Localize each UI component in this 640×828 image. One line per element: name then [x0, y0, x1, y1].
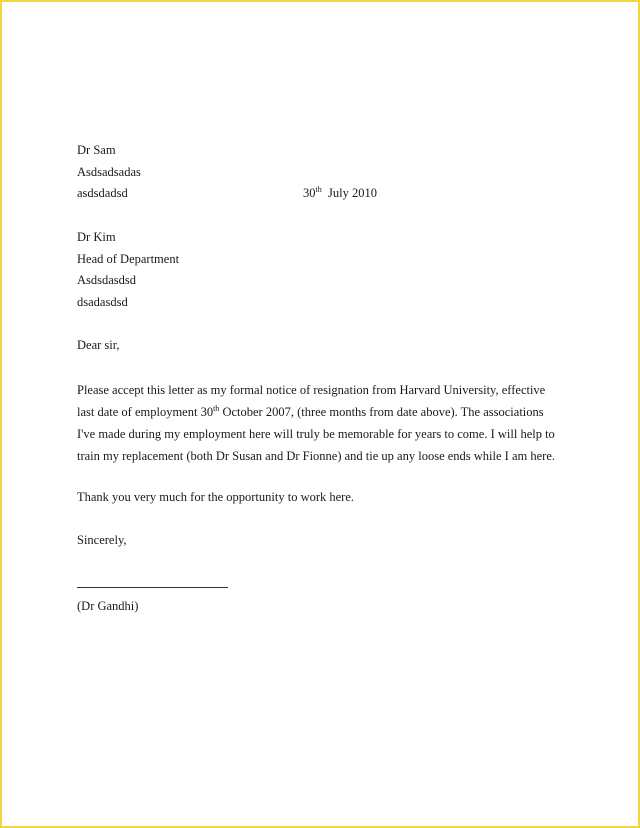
closing: Sincerely,: [77, 533, 127, 547]
date-day-suffix: th: [315, 184, 322, 194]
body-line-3: I've made during my employment here will truly be memorable for years to come. I will help to: [77, 427, 555, 441]
recipient-address-line-2: dsadasdsd: [77, 295, 128, 309]
body-line-4: train my replacement (both Dr Susan and Dr Fionne) and tie up any loose ends while I am here.: [77, 449, 555, 463]
date-month-year: July 2010: [327, 186, 377, 200]
body-line-1: Please accept this letter as my formal notice of resignation from Harvard University, effective: [77, 383, 546, 397]
signature-line: [77, 587, 228, 588]
body-paragraph: [77, 379, 567, 467]
body-line-2-start: last date of employment 30: [77, 405, 214, 419]
letter-date: [303, 185, 377, 201]
sender-address-line-2: asdsdadsd: [77, 186, 128, 200]
date-day: 30: [303, 186, 316, 200]
sender-address-line-1: Asdsadsadas: [77, 165, 141, 179]
salutation: Dear sir,: [77, 338, 120, 352]
recipient-address-line-1: Asdsdasdsd: [77, 273, 137, 287]
signature-name: (Dr Gandhi): [77, 599, 139, 613]
recipient-title: Head of Department: [77, 252, 180, 266]
body-line-2-end: October 2007, (three months from date above). The associations: [219, 405, 544, 419]
thanks-line: Thank you very much for the opportunity to work here.: [77, 490, 355, 504]
recipient-name: Dr Kim: [77, 230, 116, 244]
body-line-2-suffix: th: [213, 403, 220, 413]
body-line-2: [77, 401, 567, 423]
sender-name: Dr Sam: [77, 143, 116, 157]
